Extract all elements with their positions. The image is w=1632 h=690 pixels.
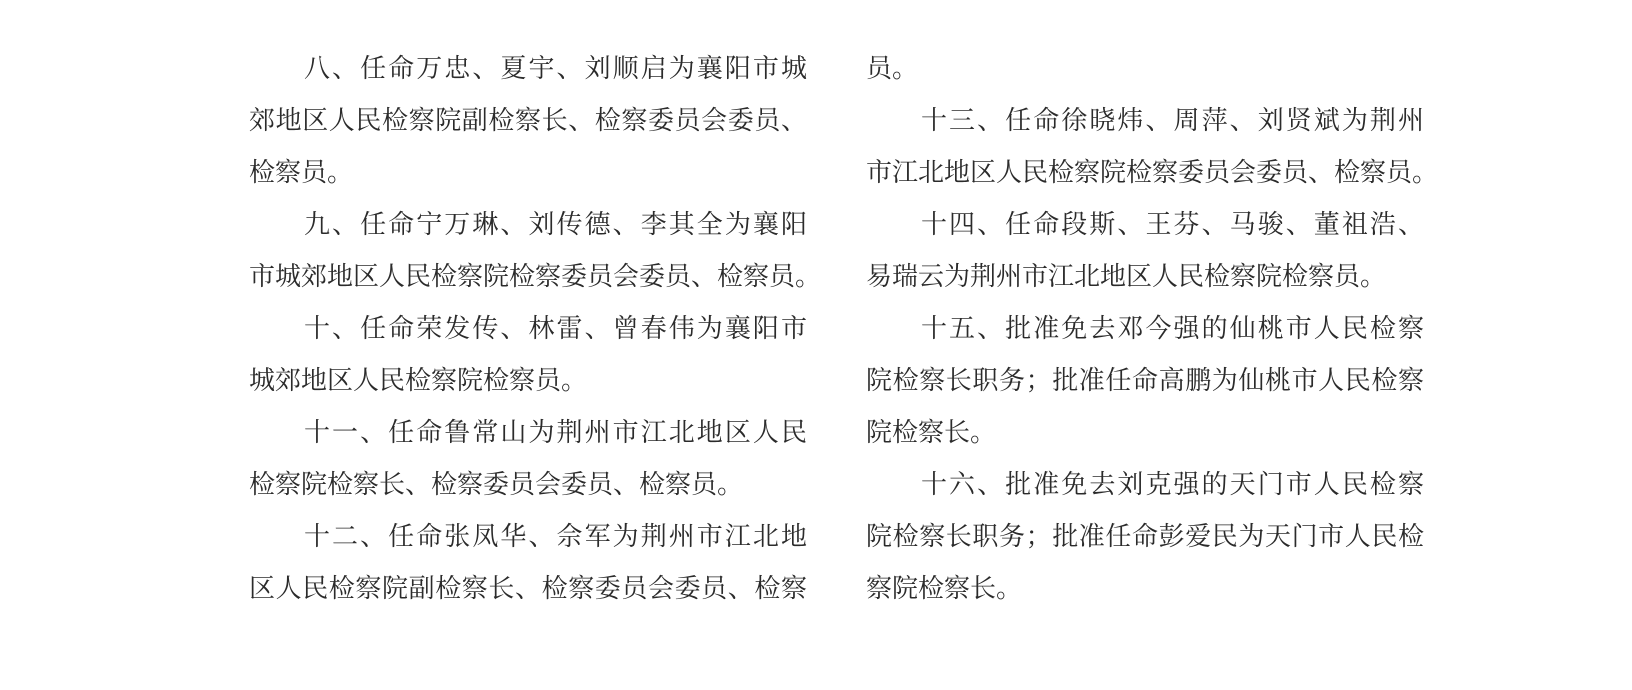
text-line: 检察员。 xyxy=(249,158,354,188)
text-line: 区人民检察院副检察长、检察委员会委员、检察 xyxy=(249,574,807,604)
text-line: 检察院检察长、检察委员会委员、检察员。 xyxy=(249,470,744,500)
text-line: 员。 xyxy=(866,54,919,84)
text-line: 十、任命荣发传、林雷、曾春伟为襄阳市 xyxy=(304,314,807,344)
right-text-column xyxy=(866,43,1439,615)
left-text-column xyxy=(249,43,822,615)
text-line: 易瑞云为荆州市江北地区人民检察院检察员。 xyxy=(866,262,1387,292)
text-line: 城郊地区人民检察院检察员。 xyxy=(249,366,588,396)
text-line: 十六、批准免去刘克强的天门市人民检察 xyxy=(921,470,1424,500)
text-line: 市城郊地区人民检察院检察委员会委员、检察员。 xyxy=(249,262,822,292)
text-line: 市江北地区人民检察院检察委员会委员、检察员。 xyxy=(866,158,1439,188)
text-line: 十四、任命段斯、王芬、马骏、董祖浩、 xyxy=(921,210,1424,240)
text-line: 十一、任命鲁常山为荆州市江北地区人民 xyxy=(304,418,807,448)
text-line: 十二、任命张凤华、佘军为荆州市江北地 xyxy=(304,522,807,552)
text-line: 九、任命宁万琳、刘传德、李其全为襄阳 xyxy=(304,210,807,240)
text-line: 十三、任命徐晓炜、周萍、刘贤斌为荆州 xyxy=(921,106,1424,136)
text-line: 院检察长职务；批准任命彭爱民为天门市人民检 xyxy=(866,522,1424,552)
text-line: 院检察长。 xyxy=(866,418,997,448)
text-line: 郊地区人民检察院副检察长、检察委员会委员、 xyxy=(249,106,807,136)
text-line: 十五、批准免去邓今强的仙桃市人民检察 xyxy=(921,314,1424,344)
text-line: 八、任命万忠、夏宇、刘顺启为襄阳市城 xyxy=(304,54,807,84)
text-line: 院检察长职务；批准任命高鹏为仙桃市人民检察 xyxy=(866,366,1424,396)
text-line: 察院检察长。 xyxy=(866,574,1023,604)
